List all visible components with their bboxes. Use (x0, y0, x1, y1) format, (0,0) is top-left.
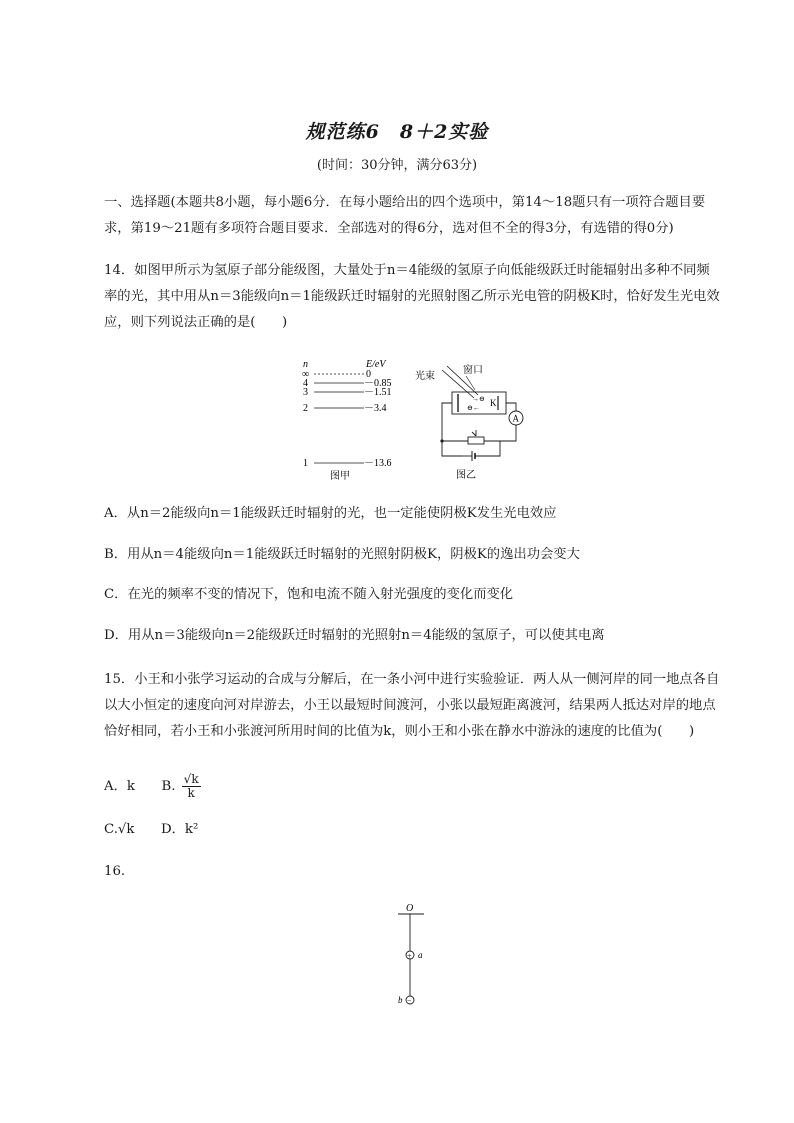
question-14-option-a: A．从n＝2能级向n＝1能级跃迁时辐射的光，也一定能使阴极K发生光电效应 (104, 506, 557, 521)
charge-b-label: b (398, 995, 403, 1005)
charge-a-sign: + (407, 951, 412, 961)
energy-level-diagram (296, 356, 406, 480)
question-15-option-c: C.√k (104, 822, 135, 837)
energy-axis-label: E/eV (366, 359, 386, 370)
question-15-options-row-1 (104, 773, 201, 800)
question-15-option-b-fraction (182, 773, 201, 800)
n-axis-label: n (303, 359, 308, 370)
fraction-numerator: √k (183, 772, 199, 786)
charged-pendulum-diagram (390, 900, 440, 1010)
rheostat-icon (468, 437, 484, 444)
junction-dot (440, 439, 443, 442)
rheostat-slider-arrow (472, 432, 476, 436)
ammeter-label: A (512, 413, 519, 424)
electron-arrows-2: ⊖← (467, 404, 480, 412)
question-14-stem: 14．如图甲所示为氢原子部分能级图，大量处于n＝4能级的氢原子向低能级跃迁时能辐射出多种不同频率的光，其中用从n＝3能级向n＝1能级跃迁时辐射的光照射图乙所示光电管的阴极K时，恰好发生光电效应，则下列说法正确的是( ) (104, 263, 720, 330)
fraction-denominator: k (187, 786, 195, 800)
level-e-infinity: 0 (366, 369, 371, 380)
cathode-label: K (490, 398, 497, 408)
section-instructions: 一、选择题(本题共8小题，每小题6分．在每小题给出的四个选项中，第14～18题只有一项符合题目要求，第19～21题有多项符合题目要求．全部选对的得6分，选对但不全的得3分，有选错的得0分) (104, 195, 706, 236)
level-e-3: －1.51 (364, 387, 392, 398)
level-n-1: 1 (303, 458, 308, 469)
light-beam-label: 光束 (415, 371, 435, 382)
question-15-option-d: D．k² (160, 822, 199, 837)
question-14-option-b: B．用从n＝4能级向n＝1能级跃迁时辐射的光照射阴极K，阴极K的逸出功会变大 (104, 547, 580, 562)
question-16-number: 16. (104, 864, 126, 879)
question-15-options-row-2 (104, 820, 198, 840)
wire-to-ammeter (506, 403, 516, 411)
level-e-4: －0.85 (364, 378, 392, 389)
pivot-label: O (406, 903, 414, 914)
level-n-3: 3 (303, 387, 308, 398)
level-e-1: －13.6 (364, 458, 392, 469)
figure-b-caption: 图乙 (456, 470, 476, 481)
level-e-2: －3.4 (364, 403, 387, 414)
charge-b-sign: − (407, 996, 412, 1006)
question-15-stem: 15．小王和小张学习运动的合成与分解后，在一条小河中进行实验验证．两人从一侧河岸的同一地点各自以大小恒定的速度向河对岸游去，小王以最短时间渡河，小张以最短距离渡河，结果两人抵达对岸的地点恰好相同，若小王和小张渡河所用时间的比值为k，则小王和小张在静水中游泳的速度的比值为( ) (104, 672, 720, 739)
photoelectric-circuit-diagram (412, 356, 532, 482)
charge-a-label: a (418, 950, 423, 960)
level-n-4: 4 (303, 378, 308, 389)
level-n-infinity: ∞ (302, 369, 310, 380)
window-label: 窗口 (463, 365, 483, 376)
question-14-option-c: C．在光的频率不变的情况下，饱和电流不随入射光强度的变化而变化 (104, 587, 514, 602)
figure-a-caption: 图甲 (330, 471, 350, 480)
question-15-option-b-label: B. (161, 779, 176, 794)
question-14-option-d: D．用从n＝3能级向n＝2能级跃迁时辐射的光照射n＝4能级的氢原子，可以使其电离 (104, 628, 605, 643)
time-and-score: (时间：30分钟，满分63分) (316, 158, 478, 173)
page-title: 规范练6 8＋2实验 (305, 121, 489, 143)
level-n-2: 2 (303, 403, 308, 414)
question-15-option-a: A．k (104, 779, 135, 794)
electron-arrows-1: →⊖ (472, 395, 485, 403)
